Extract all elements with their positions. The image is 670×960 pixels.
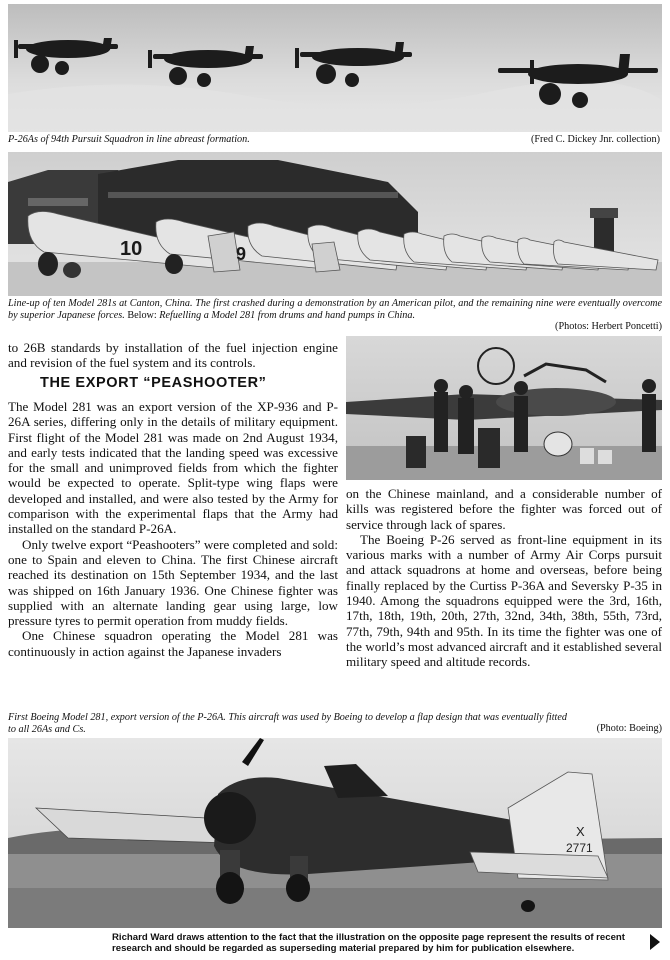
credit-formation: (Fred C. Dickey Jnr. collection) [530,134,660,145]
caption-lineup [8,298,662,321]
left-paragraph-3: One Chinese squadron operating the Model 281 was continuously in action against the Japanese invaders [8,628,338,659]
refuelling-image [346,336,662,480]
next-page-arrow-icon[interactable] [650,934,660,950]
left-paragraph-2: Only twelve export “Peashooters” were completed and sold: one to Spain and eleven to China. The first Chinese aircraft reached its destination on 15th September 1934, and the last was shipped on 16th January 1936. One Chinese fighter was supplied with an alternate landing gear using large, low pressure tyres to permit operation from muddy fields. [8,536,338,629]
lineup-marking-9: 9 [236,244,247,264]
article-right-column [346,486,662,670]
formation-image [8,4,662,132]
article-intro [8,340,338,371]
left-paragraph-1: The Model 281 was an export version of the XP-936 and P-26A series, differing only in the details of military equipment. First flight of the Model 281 was made on 2nd August 1934, and early tests indicated that the landing speed was excessive for the small and unimproved fields from which the fighter would be expected to operate. Split-type wing flaps were developed and installed, and were also tested by the Army for comparison with the experimental flaps that the Army had installed on the standard P-26A. [8,399,338,537]
intro-paragraph: to 26B standards by installation of the fuel injection engine and revision of the fuel system and its controls. [8,340,338,371]
photo-model281 [8,738,662,928]
lineup-marking-10: 10 [120,238,143,260]
photo-refuelling [346,336,662,480]
section-heading: THE EXPORT “PEASHOOTER” [40,375,267,391]
tail-marking-x: X [576,824,585,839]
caption-formation: P-26As of 94th Pursuit Squadron in line abreast formation. [8,134,250,145]
caption-below-label: Below: [127,309,157,321]
footer-note: Richard Ward draws attention to the fact that the illustration on the opposite page represent the results of recent research and should be regarded as superseding material prepared by him for publication elsewhere. [112,932,625,955]
photo-formation [8,4,662,132]
credit-model281: (Photo: Boeing) [596,723,662,734]
caption-lineup-main: Line-up of ten Model 281s at Canton, China. The first crashed during a demonstration by an American pilot, and the remaining nine were eventually overcome by superior Japanese forces. [8,298,662,321]
caption-lineup-below: Below: Refuelling a Model 281 from drums and hand pumps in China. [127,309,416,321]
tail-marking-number: 2771 [566,841,593,855]
right-paragraph-2: The Boeing P-26 served as front-line equipment in its various marks with a number of Army Air Corps pursuit and attack squadrons at home and overseas, before being finally replaced by the Curtiss P-36A and Seversky P-35 in 1940. Among the squadrons equipped were the 3rd, 16th, 17th, 18th, 19th, 20th, 27th, 32nd, 34th, 38th, 55th, 73rd, 77th, 79th, 94th and 95th. In its time the fighter was one of the world’s most advanced aircraft and it established several military speed and altitude records. [346,531,662,670]
caption-model281: First Boeing Model 281, export version of the P-26A. This aircraft was used by Boeing to develop a flap design that was eventually fitted to all 26As and Cs. [8,712,568,735]
article-left-column [8,399,338,659]
credit-lineup: (Photos: Herbert Poncetti) [555,321,662,332]
lineup-image [8,152,662,296]
model281-image [8,738,662,928]
right-paragraph-1: on the Chinese mainland, and a considerable number of kills was registered before the fighter was forced out of service through lack of spares. [346,486,662,532]
photo-lineup [8,152,662,296]
